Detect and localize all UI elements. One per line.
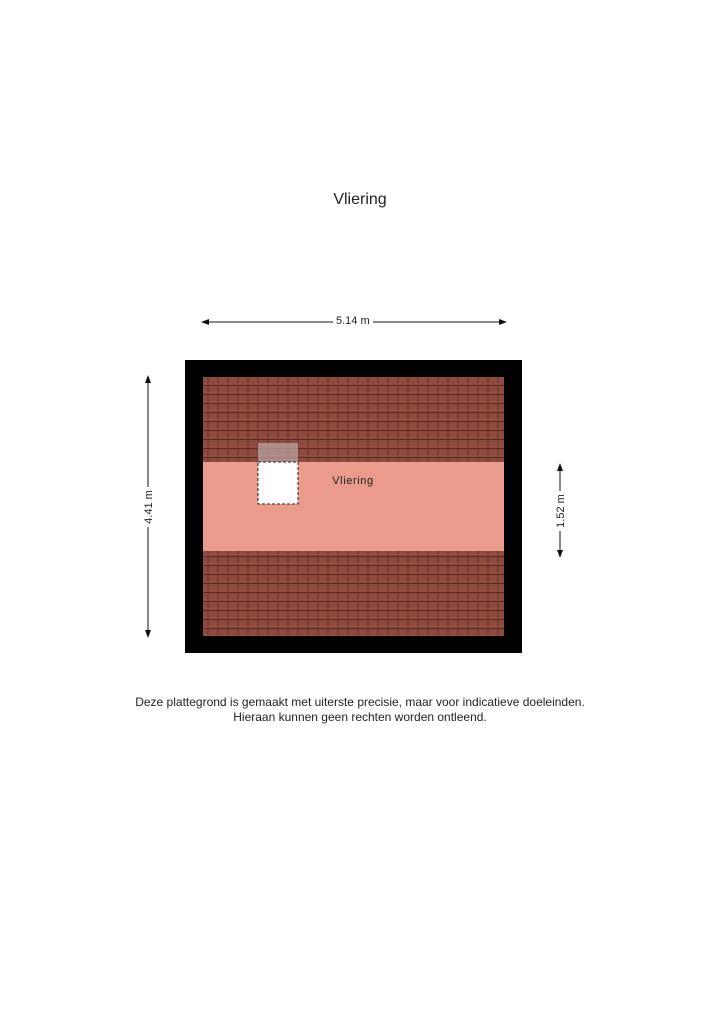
room-depth-dimension-label: 1.52 m <box>555 494 567 528</box>
attic-hatch[interactable] <box>258 462 298 504</box>
roof-tiles-top <box>203 377 504 462</box>
disclaimer-line-1: Deze plattegrond is gemaakt met uiterste precisie, maar voor indicatieve doeleinden. <box>135 695 585 709</box>
roof-tiles-bottom <box>203 551 504 636</box>
height-dimension-label: 4.41 m <box>143 490 155 524</box>
room-label: Vliering <box>332 475 374 487</box>
disclaimer <box>0 695 720 725</box>
width-dimension-label: 5.14 m <box>333 315 373 327</box>
disclaimer-line-2: Hieraan kunnen geen rechten worden ontleend. <box>233 710 487 724</box>
hatch-shadow <box>258 443 298 462</box>
page-title: Vliering <box>333 191 387 208</box>
